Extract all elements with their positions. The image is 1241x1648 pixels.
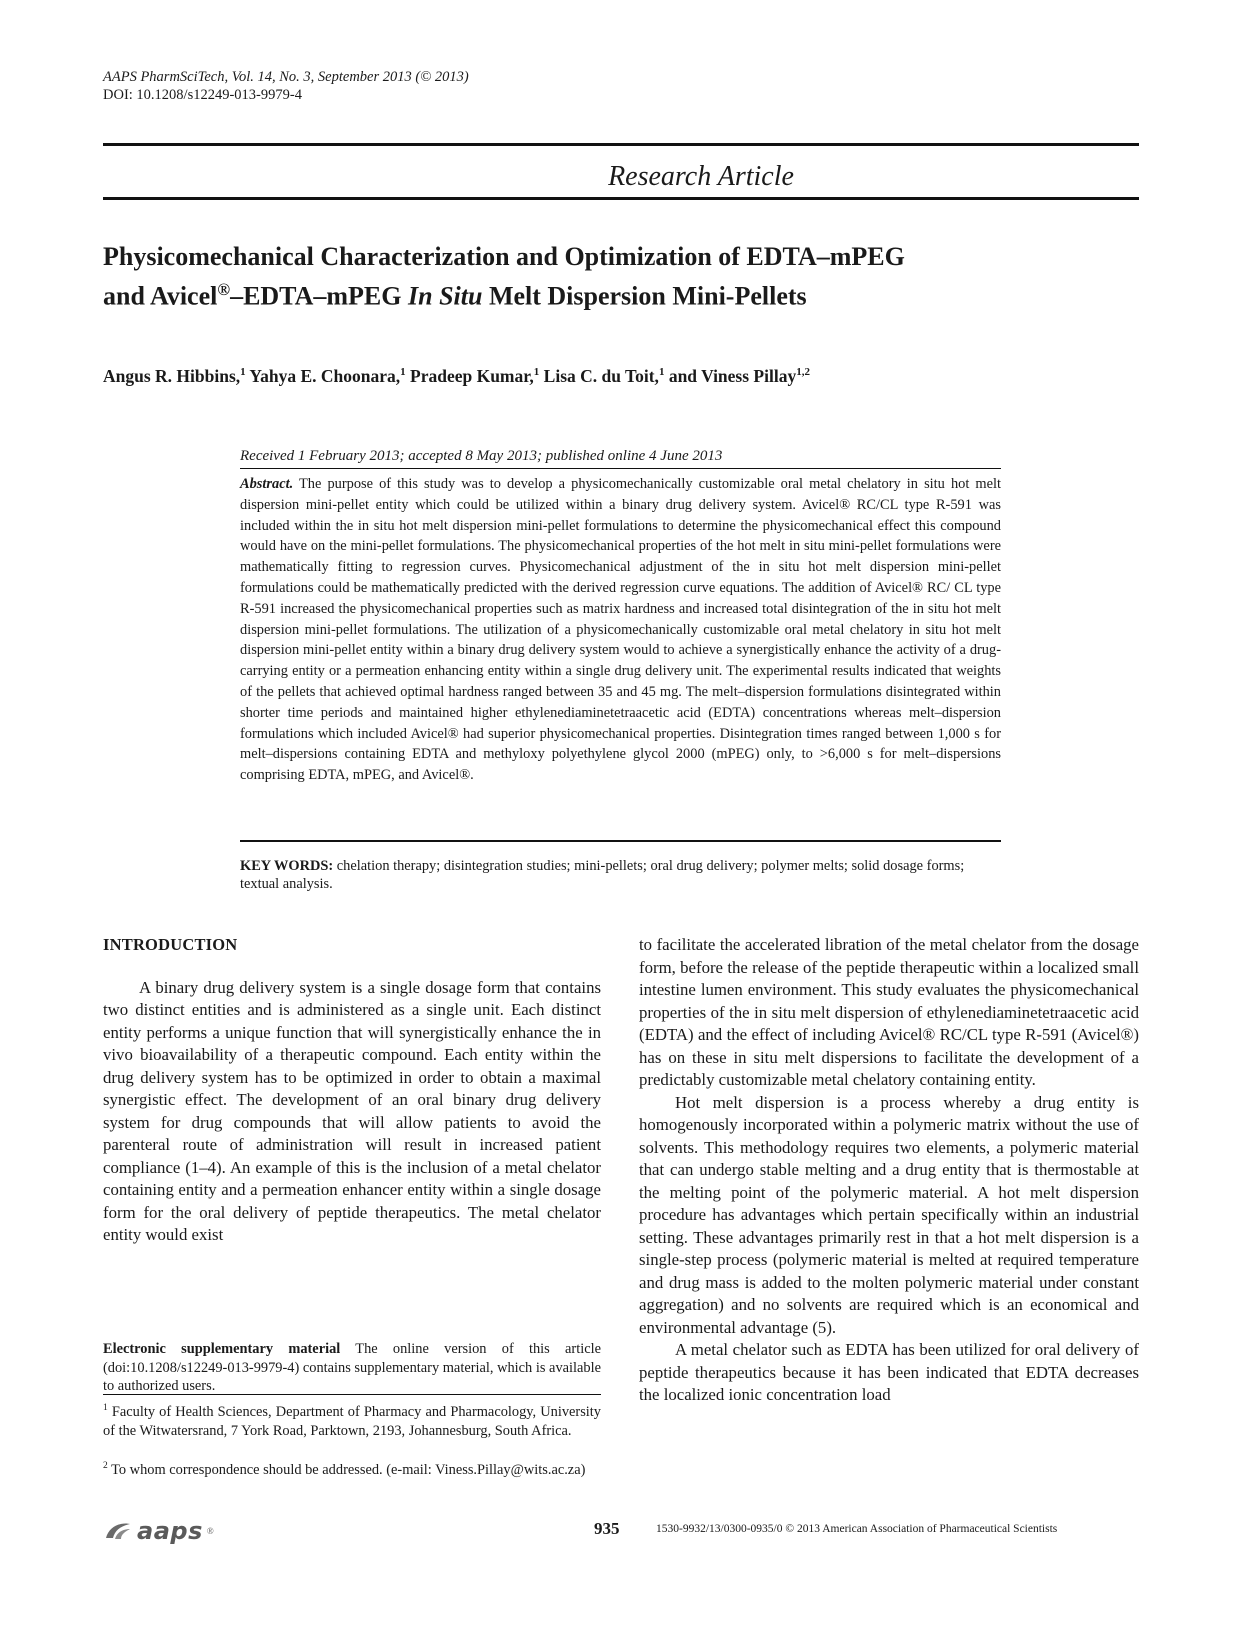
keywords [240,857,1001,893]
left-column [103,934,601,1247]
footnote-correspondence [103,1461,601,1480]
aaps-swirl-icon [103,1520,133,1542]
author: Pradeep Kumar,$^1$ [410,366,540,386]
title-line-1: Physicomechanical Characterization and Optimization of EDTA–mPEG [103,242,905,271]
footnote-affiliation [103,1403,601,1440]
supplementary-note [103,1340,601,1396]
title-rule [103,197,1139,200]
keywords-text: chelation therapy; disintegration studies; mini-pellets; oral drug delivery; polymer melts; solid dosage forms; textual analysis. [240,858,965,892]
title-fragment: –EDTA–mPEG [230,281,408,311]
footnote-text: Faculty of Health Sciences, Department of Pharmacy and Pharmacology, University of the Witwatersrand, 7 York Road, Parktown, 2193, Johannesburg, South Africa. [103,1404,601,1439]
abstract-text: The purpose of this study was to develop a physicomechanically customizable oral metal chelatory in situ hot melt dispersion mini-pellet entity which could be utilized within a binary drug delivery system. Avicel® RC/CL type R-591 was included within the in situ hot melt dispersion mini-pellet formulations to determine the physicomechanical effect this compound would have on the mini-pellet formulations. The physicomechanical properties of the hot melt in situ mini-pellet formulations were mathematically fitting to regression curves. Physicomechanical adjustment of the in situ hot melt dispersion mini-pellet formulations could be mathematically predicted with the derived regression curve equations. The addition of Avicel® RC/ CL type R-591 increased the physicomechanical properties such as matrix hardness and increased total disintegration of the in situ hot melt dispersion mini-pellet formulations. The utilization of a physicomechanically customizable oral metal chelatory in situ hot melt dispersion mini-pellet entity within a binary drug delivery system would to achieve a synergistically enhance the activity of a drug-carrying entity or a permeation enhancing entity within a single drug delivery unit. The experimental results indicated that weights of the pellets that achieved optimal hardness ranged between 35 and 45 mg. The melt–dispersion formulations disintegrated within shorter time periods and maintained higher ethylenediaminetetraacetic acid (EDTA) concentrations whereas melt–dispersion formulations which included Avicel® had superior physicomechanical properties. Disintegration times ranged between 1,000 s for melt–dispersions containing EDTA and methyloxy polyethylene glycol 2000 (mPEG) only, to >6,000 s for melt–dispersions comprising EDTA, mPEG, and Avicel®. [240,476,1001,784]
author: Angus R. Hibbins,$^1$ [103,366,246,386]
footnote-number: 1 [103,1403,108,1414]
title-italic: In Situ [407,281,483,311]
title-fragment: Melt Dispersion Mini-Pellets [482,281,807,311]
section-heading: INTRODUCTION [103,935,238,954]
logo-registered-mark: ® [206,1526,214,1536]
article-type: Research Article [608,161,794,192]
title-fragment: and Avicel [103,281,218,311]
esm-label: Electronic supplementary material [103,1341,341,1357]
abstract-top-rule [240,468,1001,469]
doi: DOI: 10.1208/s12249-013-9979-4 [103,87,302,103]
journal-citation: AAPS PharmSciTech, Vol. 14, No. 3, September 2013 (© 2013) [103,69,469,85]
author-list [103,365,810,387]
title-line-2 [103,273,1139,313]
aaps-logo [103,1517,214,1545]
registered-mark: ® [217,280,231,299]
footnote-text: To whom correspondence should be addressed. (e-mail: Viness.Pillay@wits.ac.za) [111,1462,586,1478]
abstract-bottom-rule [240,840,1001,842]
paragraph: A binary drug delivery system is a single dosage form that contains two distinct entities and is administered as a single unit. Each distinct entity performs a unique function that will synergistically enhance the in vivo bioavailability of a therapeutic compound. Each entity within the drug delivery system has to be optimized in order to obtain a maximal synergistic effect. The development of an oral binary drug delivery system for drug compounds that will allow patients to avoid the parenteral route of administration will result in increased patient compliance (1–4). An example of this is the inclusion of a metal chelator containing entity and a permeation enhancer entity within a single dosage form for the oral delivery of peptide therapeutics. The metal chelator entity would exist [103,977,601,1244]
footnote-number: 2 [103,1461,108,1472]
top-rule [103,143,1139,146]
issn-line: 1530-9932/13/0300-0935/0 © 2013 American Association of Pharmaceutical Scientists [656,1523,1058,1535]
keywords-label: KEY WORDS: [240,858,334,874]
paragraph: to facilitate the accelerated libration of the metal chelator from the dosage form, before the release of the peptide therapeutic within a localized small intestine lumen environment. This study evaluates the physicomechanical properties of the in situ melt dispersion of ethylenediaminetetraacetic acid (EDTA) and the effect of including Avicel® RC/CL type R-591 (Avicel®) has on these in situ melt dispersions to facilitate the development of a predictably customizable metal chelatory containing entity. [639,935,1139,1089]
author: and Viness Pillay$^{1,2}$ [668,366,810,386]
paragraph: Hot melt dispersion is a process whereby a drug entity is homogenously incorporated within a polymeric matrix without the use of solvents. This methodology requires two elements, a polymeric material that can undergo stable melting and a drug entity that is thermostable at the melting point of the polymeric material. A hot melt dispersion procedure has advantages which pertain specifically within an industrial setting. These advantages primarily rest in that a hot melt dispersion is a single-step process (polymeric material is melted at required temperature and drug mass is added to the molten polymeric material under constant aggregation) and no solvents are required which is an economical and environmental advantage (5). [639,1092,1139,1337]
esm-text: The online version of this article (doi:10.1208/s12249-013-9979-4) contains supplementary material, which is available to authorized users. [103,1341,601,1395]
journal-header [103,68,469,104]
footnote-rule [103,1394,601,1395]
right-column [639,934,1139,1407]
author: Yahya E. Choonara,$^1$ [249,366,406,386]
paragraph: A metal chelator such as EDTA has been utilized for oral delivery of peptide therapeutics because it has been indicated that EDTA decreases the localized ionic concentration load [639,1340,1139,1404]
abstract [240,474,1001,786]
author: Lisa C. du Toit,$^1$ [543,366,665,386]
abstract-label: Abstract. [240,476,294,492]
logo-text: aaps [137,1517,203,1545]
received-dates: Received 1 February 2013; accepted 8 May 2013; published online 4 June 2013 [240,448,723,464]
page-number: 935 [594,1519,620,1538]
article-title [103,240,1139,313]
